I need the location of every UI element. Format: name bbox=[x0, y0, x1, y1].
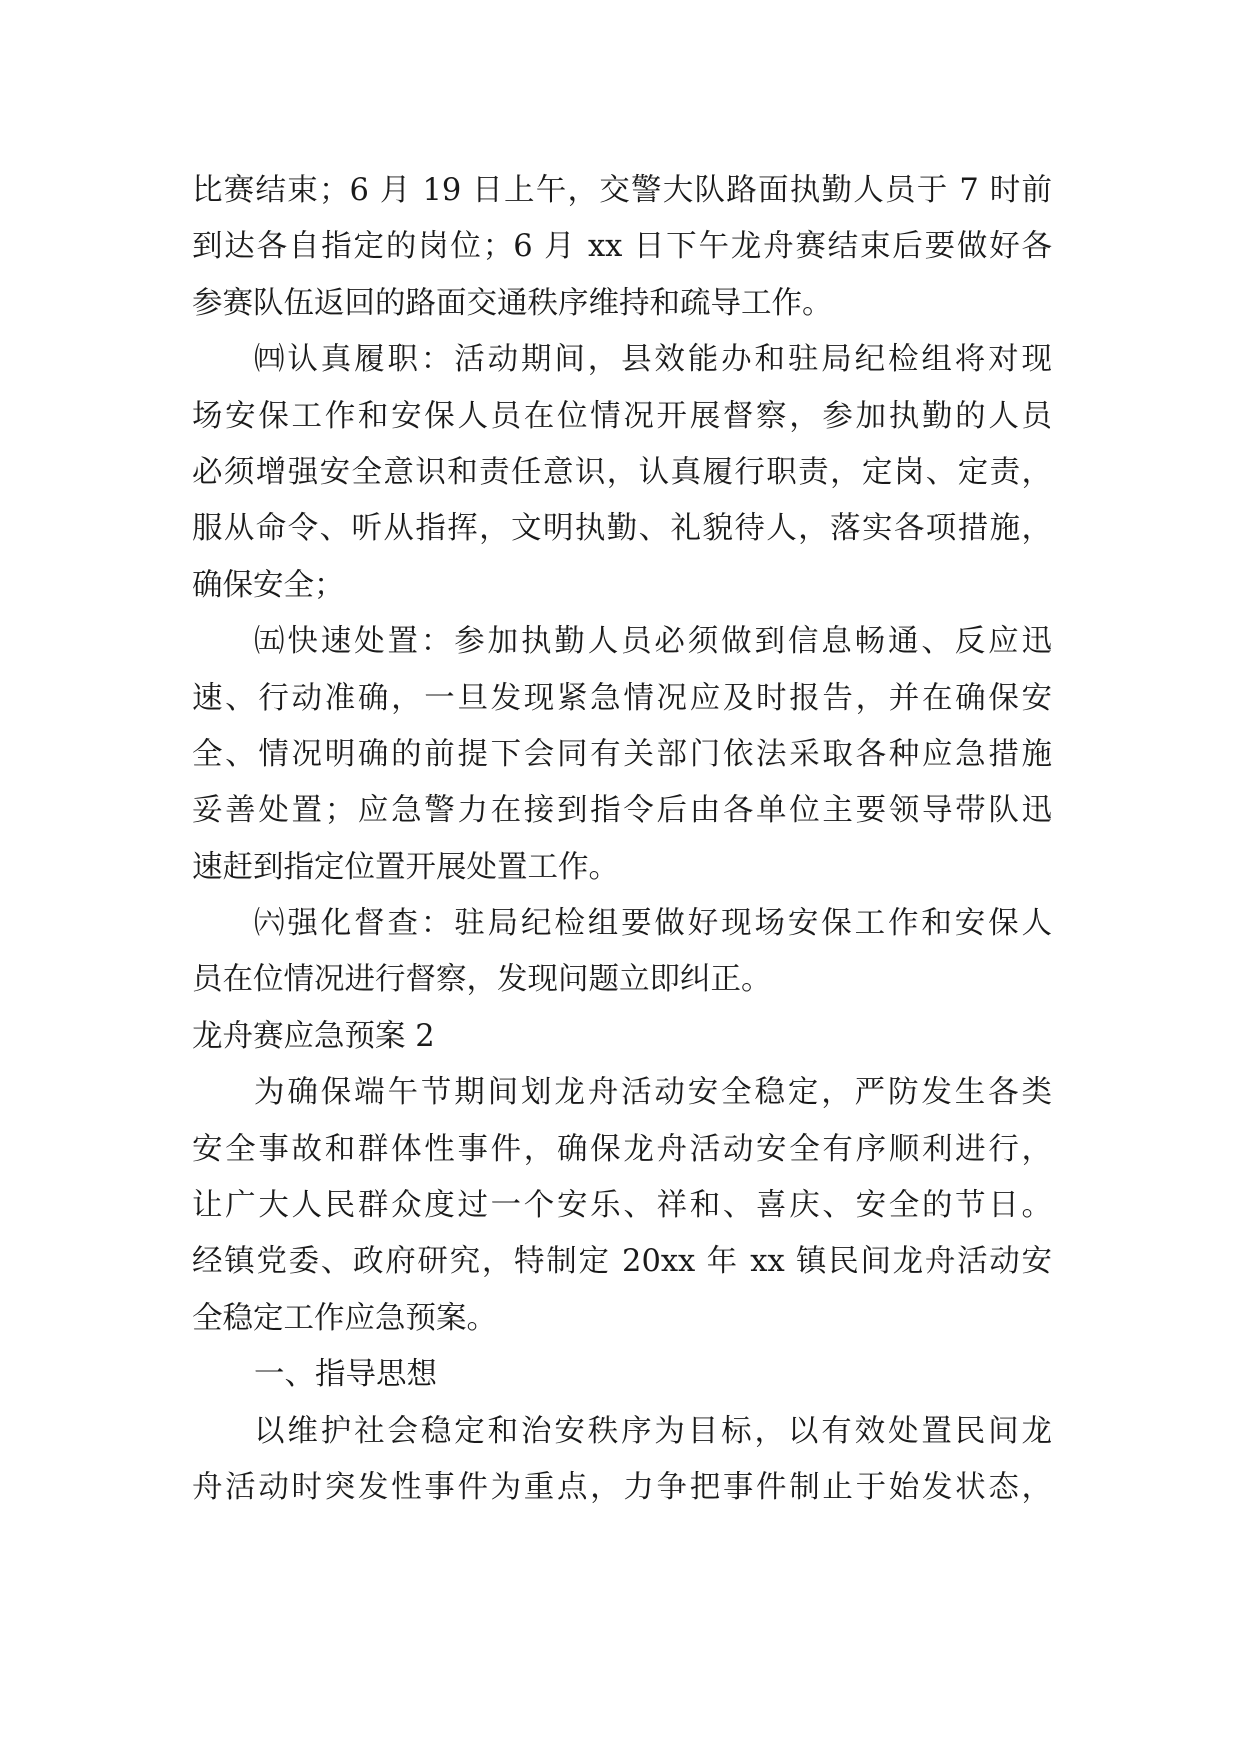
text-line: 确保安全； bbox=[192, 567, 345, 603]
text-line: 场安保工作和安保人员在位情况开展督察，参加执勤的人员 bbox=[192, 398, 1052, 434]
text-line: 为确保端午节期间划龙舟活动安全稳定，严防发生各类 bbox=[254, 1075, 1052, 1111]
text-line: 经镇党委、政府研究，特制定 20xx 年 xx 镇民间龙舟活动安 bbox=[192, 1244, 1052, 1280]
text-line: ㈤快速处置：参加执勤人员必须做到信息畅通、反应迅 bbox=[254, 624, 1052, 660]
text-line: 舟活动时突发性事件为重点，力争把事件制止于始发状态， bbox=[192, 1469, 1052, 1505]
text-line: 让广大人民群众度过一个安乐、祥和、喜庆、安全的节日。 bbox=[192, 1188, 1052, 1224]
text-line: 以维护社会稳定和治安秩序为目标，以有效处置民间龙 bbox=[254, 1413, 1052, 1449]
subsection-heading: 一、指导思想 bbox=[254, 1357, 437, 1393]
text-line: ㈥强化督查：驻局纪检组要做好现场安保工作和安保人 bbox=[254, 906, 1052, 942]
section-heading: 龙舟赛应急预案 2 bbox=[192, 1018, 435, 1054]
text-line: 员在位情况进行督察，发现问题立即纠正。 bbox=[192, 962, 772, 998]
text-line: 速、行动准确，一旦发现紧急情况应及时报告，并在确保安 bbox=[192, 680, 1052, 716]
text-line: 必须增强安全意识和责任意识，认真履行职责，定岗、定责， bbox=[192, 454, 1052, 490]
text-line: 全稳定工作应急预案。 bbox=[192, 1300, 497, 1336]
text-line: 服从命令、听从指挥，文明执勤、礼貌待人，落实各项措施， bbox=[192, 511, 1052, 547]
text-line: ㈣认真履职：活动期间，县效能办和驻局纪检组将对现 bbox=[254, 342, 1052, 378]
text-line: 妥善处置；应急警力在接到指令后由各单位主要领导带队迅 bbox=[192, 793, 1052, 829]
text-line: 到达各自指定的岗位；6 月 xx 日下午龙舟赛结束后要做好各 bbox=[192, 229, 1053, 265]
text-line: 安全事故和群体性事件，确保龙舟活动安全有序顺利进行， bbox=[192, 1131, 1052, 1167]
text-line: 速赶到指定位置开展处置工作。 bbox=[192, 849, 619, 885]
text-line: 比赛结束；6 月 19 日上午，交警大队路面执勤人员于 7 时前 bbox=[192, 173, 1052, 208]
text-line: 参赛队伍返回的路面交通秩序维持和疏导工作。 bbox=[192, 285, 833, 321]
document-body bbox=[192, 163, 1052, 1516]
text-line: 全、情况明确的前提下会同有关部门依法采取各种应急措施 bbox=[192, 736, 1052, 772]
